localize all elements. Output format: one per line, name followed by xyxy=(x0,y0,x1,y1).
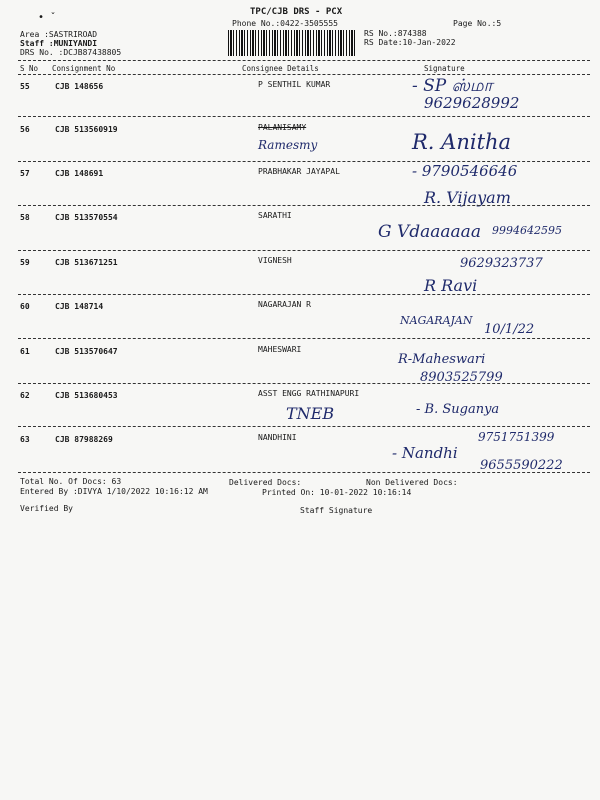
handwritten-signature: R-Maheswari xyxy=(398,352,486,367)
row-consignee: PRABHAKAR JAYAPAL xyxy=(258,167,340,176)
row-consignee: VIGNESH xyxy=(258,256,292,265)
row-sno: 62 xyxy=(20,391,30,400)
handwritten-note: Ramesmy xyxy=(258,138,318,152)
divider xyxy=(18,426,590,427)
divider xyxy=(18,74,590,75)
row-sno: 55 xyxy=(20,82,30,91)
page-number: Page No.:5 xyxy=(453,19,502,28)
total-docs: Total No. Of Docs: 63 xyxy=(20,477,122,486)
col-sno: S No xyxy=(20,64,39,73)
drs-number: DRS No. :DCJB87438805 xyxy=(20,48,122,57)
col-signature: Signature xyxy=(424,64,465,73)
rs-date: RS Date:10-Jan-2022 xyxy=(364,38,456,47)
handwritten-signature: - SP ஸ்மா xyxy=(412,76,493,96)
handwritten-phone: 9994642595 xyxy=(492,224,562,237)
divider xyxy=(18,60,590,61)
phone-number: Phone No.:0422-3505555 xyxy=(232,19,338,28)
row-sno: 59 xyxy=(20,258,30,267)
handwritten-signature: G Vdaaaaaa xyxy=(378,222,481,242)
handwritten-signature: R. Anitha xyxy=(412,130,512,154)
row-sno: 56 xyxy=(20,125,30,134)
row-sno: 63 xyxy=(20,435,30,444)
row-consignment: CJB 513680453 xyxy=(55,391,118,400)
handwritten-signature: NAGARAJAN xyxy=(400,314,473,327)
printed-on: Printed On: 10-01-2022 10:16:14 xyxy=(262,488,412,497)
handwritten-phone: 8903525799 xyxy=(420,370,503,385)
row-consignment: CJB 513570647 xyxy=(55,347,118,356)
handwritten-phone: 9751751399 xyxy=(478,430,555,444)
handwritten-phone: 9629628992 xyxy=(424,94,520,112)
non-delivered-docs: Non Delivered Docs: xyxy=(366,478,458,487)
report-title: TPC/CJB DRS - PCX xyxy=(250,7,343,17)
area-label: Area :SASTRIROAD xyxy=(20,30,98,39)
divider xyxy=(18,116,590,117)
row-consignment: CJB 513560919 xyxy=(55,125,118,134)
row-consignment: CJB 513570554 xyxy=(55,213,118,222)
row-consignee: ASST ENGG RATHINAPURI xyxy=(258,389,360,398)
row-consignee: MAHESWARI xyxy=(258,345,302,354)
row-sno: 60 xyxy=(20,302,30,311)
staff-label: Staff :MUNIYANDI xyxy=(20,39,98,48)
barcode xyxy=(228,30,356,56)
handwritten-signature: R Ravi xyxy=(424,276,478,295)
row-consignment: CJB 148656 xyxy=(55,82,104,91)
row-consignment: CJB 148714 xyxy=(55,302,104,311)
row-consignment: CJB 87988269 xyxy=(55,435,113,444)
entered-by: Entered By :DIVYA 1/10/2022 10:16:12 AM xyxy=(20,487,208,496)
corner-mark: • ˇ xyxy=(38,12,57,23)
handwritten-phone: 9655590222 xyxy=(480,458,563,473)
row-consignee: NAGARAJAN R xyxy=(258,300,311,309)
divider xyxy=(18,338,590,339)
handwritten-signature: - B. Suganya xyxy=(416,402,500,417)
row-consignment: CJB 148691 xyxy=(55,169,104,178)
handwritten-phone: - 9790546646 xyxy=(412,162,518,180)
divider xyxy=(18,472,590,473)
divider xyxy=(18,294,590,295)
rs-number: RS No.:874388 xyxy=(364,29,427,38)
row-sno: 61 xyxy=(20,347,30,356)
handwritten-signature: - Nandhi xyxy=(392,444,458,462)
delivered-docs: Delivered Docs: xyxy=(229,478,302,487)
row-consignee: SARATHI xyxy=(258,211,292,220)
row-sno: 58 xyxy=(20,213,30,222)
row-consignment: CJB 513671251 xyxy=(55,258,118,267)
divider xyxy=(18,205,590,206)
verified-by: Verified By xyxy=(20,504,73,513)
row-consignee: NANDHINI xyxy=(258,433,297,442)
handwritten-phone: 9629323737 xyxy=(460,256,543,271)
row-consignee: PALANISAMY xyxy=(258,123,307,132)
staff-signature: Staff Signature xyxy=(300,506,373,515)
divider xyxy=(18,383,590,384)
handwritten-date: 10/1/22 xyxy=(484,322,535,337)
row-sno: 57 xyxy=(20,169,30,178)
col-consignee: Consignee Details xyxy=(242,64,319,73)
row-consignee: P SENTHIL KUMAR xyxy=(258,80,331,89)
handwritten-note: TNEB xyxy=(286,404,335,423)
divider xyxy=(18,250,590,251)
col-consignment: Consignment No xyxy=(52,64,116,73)
handwritten-signature: R. Vijayam xyxy=(424,188,511,207)
